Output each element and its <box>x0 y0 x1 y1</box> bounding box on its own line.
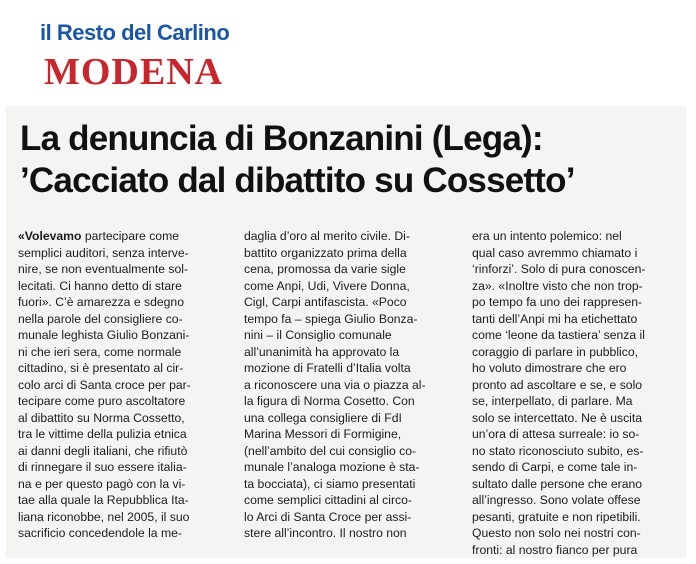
masthead-title: il Resto del Carlino <box>40 20 230 45</box>
body-line: come ‘leone da tastiera’ senza il <box>472 328 645 342</box>
body-line: tae alla quale la Repubblica Ita- <box>18 493 189 507</box>
masthead-city: MODENA <box>44 51 224 93</box>
headline-line-1: La denuncia di Bonzanini (Lega): <box>20 119 543 158</box>
body-line: di rinnegare il suo essere italia- <box>18 460 187 474</box>
body-line: pronto ad ascoltare e se, e solo <box>472 377 643 392</box>
body-line: Questo non solo nei nostri con- <box>472 526 641 540</box>
body-line: cittadino, si è presentato al cir- <box>18 361 184 375</box>
body-line: ‘rinforzi’. Solo di pura conoscen- <box>472 262 646 276</box>
body-line: no stato riconosciuto subito, es- <box>472 443 644 458</box>
body-line: stere all’incontro. Il nostro non <box>244 526 407 540</box>
body-line: ni che ieri sera, come normale <box>18 344 182 359</box>
article-clipping <box>6 106 686 558</box>
body-line: al dibattito su Norma Cossetto, <box>18 410 185 425</box>
body-line: ai danni degli italiani, che rifiutò <box>18 443 188 458</box>
body-line: sultato dalle persone che erano <box>472 476 643 491</box>
body-line: pesanti, gratuite e non ripetibili. <box>472 509 641 524</box>
body-line <box>18 228 218 245</box>
body-line: all’ingresso. Sono volate offese <box>472 493 641 507</box>
body-line: cena, promossa da varie sigle <box>244 262 406 276</box>
article-headline <box>20 118 680 202</box>
body-line: fronti: al nostro fianco per pura <box>472 542 638 557</box>
article-body <box>18 228 678 558</box>
body-line: qual caso avremmo chiamato i <box>472 245 638 260</box>
body-line: tra le vittime della pulizia etnica <box>18 427 187 441</box>
body-line: ho voluto dimostrare che ero <box>472 361 627 375</box>
body-line: Cigl, Carpi antifascista. «Poco <box>244 295 407 309</box>
body-line: come semplici cittadini al circo- <box>244 493 412 507</box>
body-line: all’unanimità ha approvato la <box>244 344 400 359</box>
body-line: nire, se non eventualmente sol- <box>18 262 189 276</box>
body-line: a riconoscere una via o piazza al- <box>244 377 426 392</box>
body-line: mozione di Fratelli d’Italia volta <box>244 361 411 375</box>
body-line: una collega consigliere di FdI <box>244 410 402 425</box>
body-line: daglia d’oro al merito civile. Di- <box>244 229 410 243</box>
body-line: solo se intercettato. Ne è uscita <box>472 410 643 425</box>
body-column-3 <box>472 228 672 558</box>
body-column-2 <box>244 228 444 542</box>
body-line: munale l’analoga mozione è sta- <box>244 460 420 474</box>
body-line: po tempo fa uno dei rappresen- <box>472 295 643 309</box>
body-line: come Anpi, Udi, Vivere Donna, <box>244 278 410 293</box>
body-line: za». «Inoltre visto che non trop- <box>472 278 643 293</box>
newspaper-masthead <box>28 6 258 110</box>
body-line: battito organizzato prima della <box>244 245 407 260</box>
body-line: coraggio di parlare in pubblico, <box>472 344 638 359</box>
body-line: tempo fa – spiega Giulio Bonza- <box>244 311 418 326</box>
body-line: fuori». C’è amarezza e sdegno <box>18 295 184 309</box>
body-column-1 <box>18 228 218 542</box>
body-line: nella parole del consigliere co- <box>18 311 183 326</box>
headline-line-2: ’Cacciato dal dibattito su Cossetto’ <box>20 161 575 200</box>
body-line: lo Arci di Santa Croce per assi- <box>244 509 412 524</box>
body-line: se, interpellato, di parlare. Ma <box>472 394 633 408</box>
body-line: lecitati. Ci hanno detto di stare <box>18 278 182 293</box>
body-line: na e per questo pagò con la vi- <box>18 476 186 491</box>
body-line: nini – il Consiglio comunale <box>244 328 392 342</box>
body-line-text: partecipare come <box>81 229 180 243</box>
body-line: semplici auditori, senza interve- <box>18 245 189 260</box>
body-line: (nell’ambito del cui consiglio co- <box>244 443 417 458</box>
body-line: Marina Messori di Formigine, <box>244 427 402 441</box>
body-line: tanti dell’Anpi mi ha etichettato <box>472 311 638 326</box>
body-line: un’ora di attesa surreale: io so- <box>472 427 640 441</box>
body-line: liana riconobbe, nel 2005, il suo <box>18 509 190 524</box>
body-line: la figura di Norma Cosetto. Con <box>244 394 415 408</box>
body-line: sendo di Carpi, e come tale in- <box>472 460 638 474</box>
body-line: tecipare come puro ascoltatore <box>18 394 186 408</box>
body-line: era un intento polemico: nel <box>472 229 622 243</box>
body-line: ta bocciata), ci siamo presentati <box>244 476 416 491</box>
lead-word: «Volevamo <box>18 229 82 243</box>
body-line: colo arci di Santa croce per par- <box>18 377 191 392</box>
body-line: sacrificio concedendole la me- <box>18 526 182 540</box>
body-line: munale leghista Giulio Bonzani- <box>18 328 190 342</box>
